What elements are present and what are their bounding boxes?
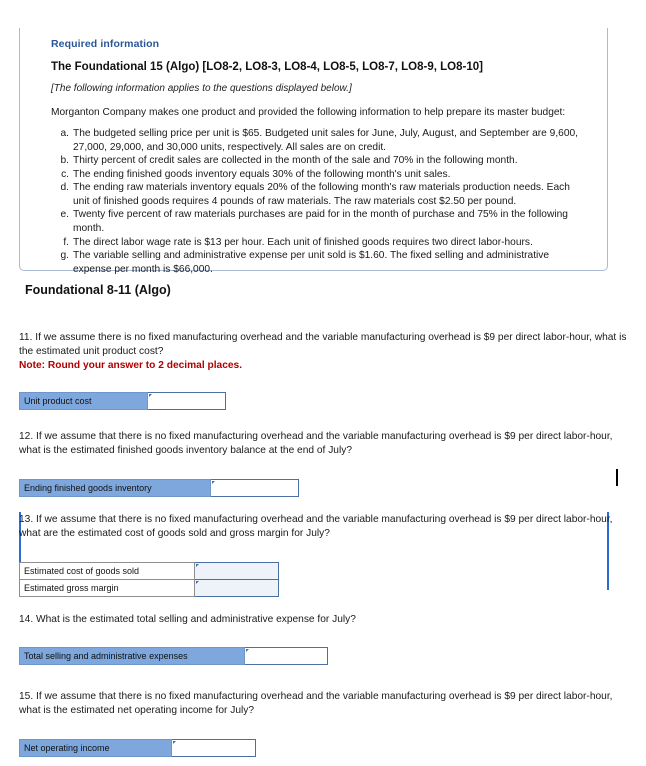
row-label: Total selling and administrative expenses [20,647,245,664]
list-marker: f. [63,236,69,248]
list-item-text: The direct labor wage rate is $13 per hour. Each unit of finished goods requires two direct labor-hours. [73,236,533,248]
row-label: Net operating income [20,739,172,756]
table-row [20,392,226,409]
list-item [51,249,589,276]
list-marker: b. [60,155,69,167]
list-item-text: The ending raw materials inventory equals 20% of the following month's raw materials production needs. Each unit of finished goods requires 4 pounds of raw materials. The raw materials cost $2.50 per pound. [73,182,570,207]
table-row [20,479,299,496]
list-marker: e. [60,209,69,221]
question-11-answer-table [19,392,226,410]
list-item [51,181,589,208]
question-15-block [19,690,629,757]
question-12-answer-table [19,479,299,497]
row-label: Unit product cost [20,392,148,409]
list-item-text: Twenty five percent of raw materials purchases are paid for in the month of purchase and 75% in the following month. [73,209,568,234]
question-11-note: Note: Round your answer to 2 decimal places. [19,359,243,371]
question-11-block [19,331,629,410]
list-item [51,208,589,235]
foundational-15-title: The Foundational 15 (Algo) [LO8-2, LO8-3, LO8-4, LO8-5, LO8-7, LO8-9, LO8-10] [51,61,483,73]
answer-input-total-selling-admin-expenses[interactable] [245,647,328,664]
question-13-answer-table [19,562,279,597]
list-marker: d. [60,182,69,194]
question-13-text: 13. If we assume that there is no fixed manufacturing overhead and the variable manufacturing overhead is $9 per direct labor-hour, what are the estimated cost of goods sold and gross margin for July? [19,514,613,539]
question-15-answer-table [19,739,256,757]
answer-input-ending-finished-goods-inventory[interactable] [211,479,299,496]
list-item [51,236,589,250]
table-row [20,579,279,596]
question-12-block [19,430,629,497]
required-information-label: Required information [51,38,160,50]
question-12-text: 12. If we assume that there is no fixed manufacturing overhead and the variable manufacturing overhead is $9 per direct labor-hour, what is the estimated finished goods inventory balance at the end of July? [19,431,613,456]
list-item [51,154,589,168]
list-item-text: Thirty percent of credit sales are collected in the month of the sale and 70% in the following month. [73,155,518,167]
text-cursor [616,469,618,486]
applies-to-questions-note: [The following information applies to the questions displayed below.] [51,83,352,94]
question-11-text: 11. If we assume there is no fixed manufacturing overhead and the variable manufacturing overhead is $9 per direct labor-hour, what is the estimated unit product cost? [19,332,627,357]
row-label: Estimated cost of goods sold [20,562,195,579]
question-15-text: 15. If we assume that there is no fixed manufacturing overhead and the variable manufacturing overhead is $9 per direct labor-hour, what is the estimated net operating income for July? [19,691,613,716]
table-row [20,647,328,664]
list-item-text: The variable selling and administrative expense per unit sold is $1.60. The fixed selling and administrative expense per month is $66,000. [73,250,550,275]
table-row [20,562,279,579]
list-item-text: The ending finished goods inventory equals 30% of the following month's unit sales. [73,168,451,180]
question-14-answer-table [19,647,328,665]
answer-input-estimated-cost-of-goods-sold[interactable] [195,562,279,579]
table-row [20,739,256,756]
list-marker: c. [61,168,69,180]
row-label: Ending finished goods inventory [20,479,211,496]
question-13-block [19,513,629,597]
answer-input-unit-product-cost[interactable] [148,392,226,409]
list-item [51,127,589,154]
company-intro-text: Morganton Company makes one product and provided the following information to help prepare its master budget: [51,107,566,118]
list-item [51,168,589,182]
required-information-panel [19,28,608,275]
list-marker: g. [60,250,69,262]
list-marker: a. [60,128,69,139]
question-14-block [19,613,629,665]
answer-input-net-operating-income[interactable] [172,739,256,756]
row-label: Estimated gross margin [20,579,195,596]
question-14-text: 14. What is the estimated total selling and administrative expense for July? [19,614,356,625]
answer-input-estimated-gross-margin[interactable] [195,579,279,596]
list-item-text: The budgeted selling price per unit is $65. Budgeted unit sales for June, July, August, and September are 9,600, 27,000, 29,000, and 30,000 units, respectively. All sales are on credit. [73,128,578,153]
assumptions-list [51,127,589,276]
page-title: Foundational 8-11 (Algo) [25,283,171,297]
